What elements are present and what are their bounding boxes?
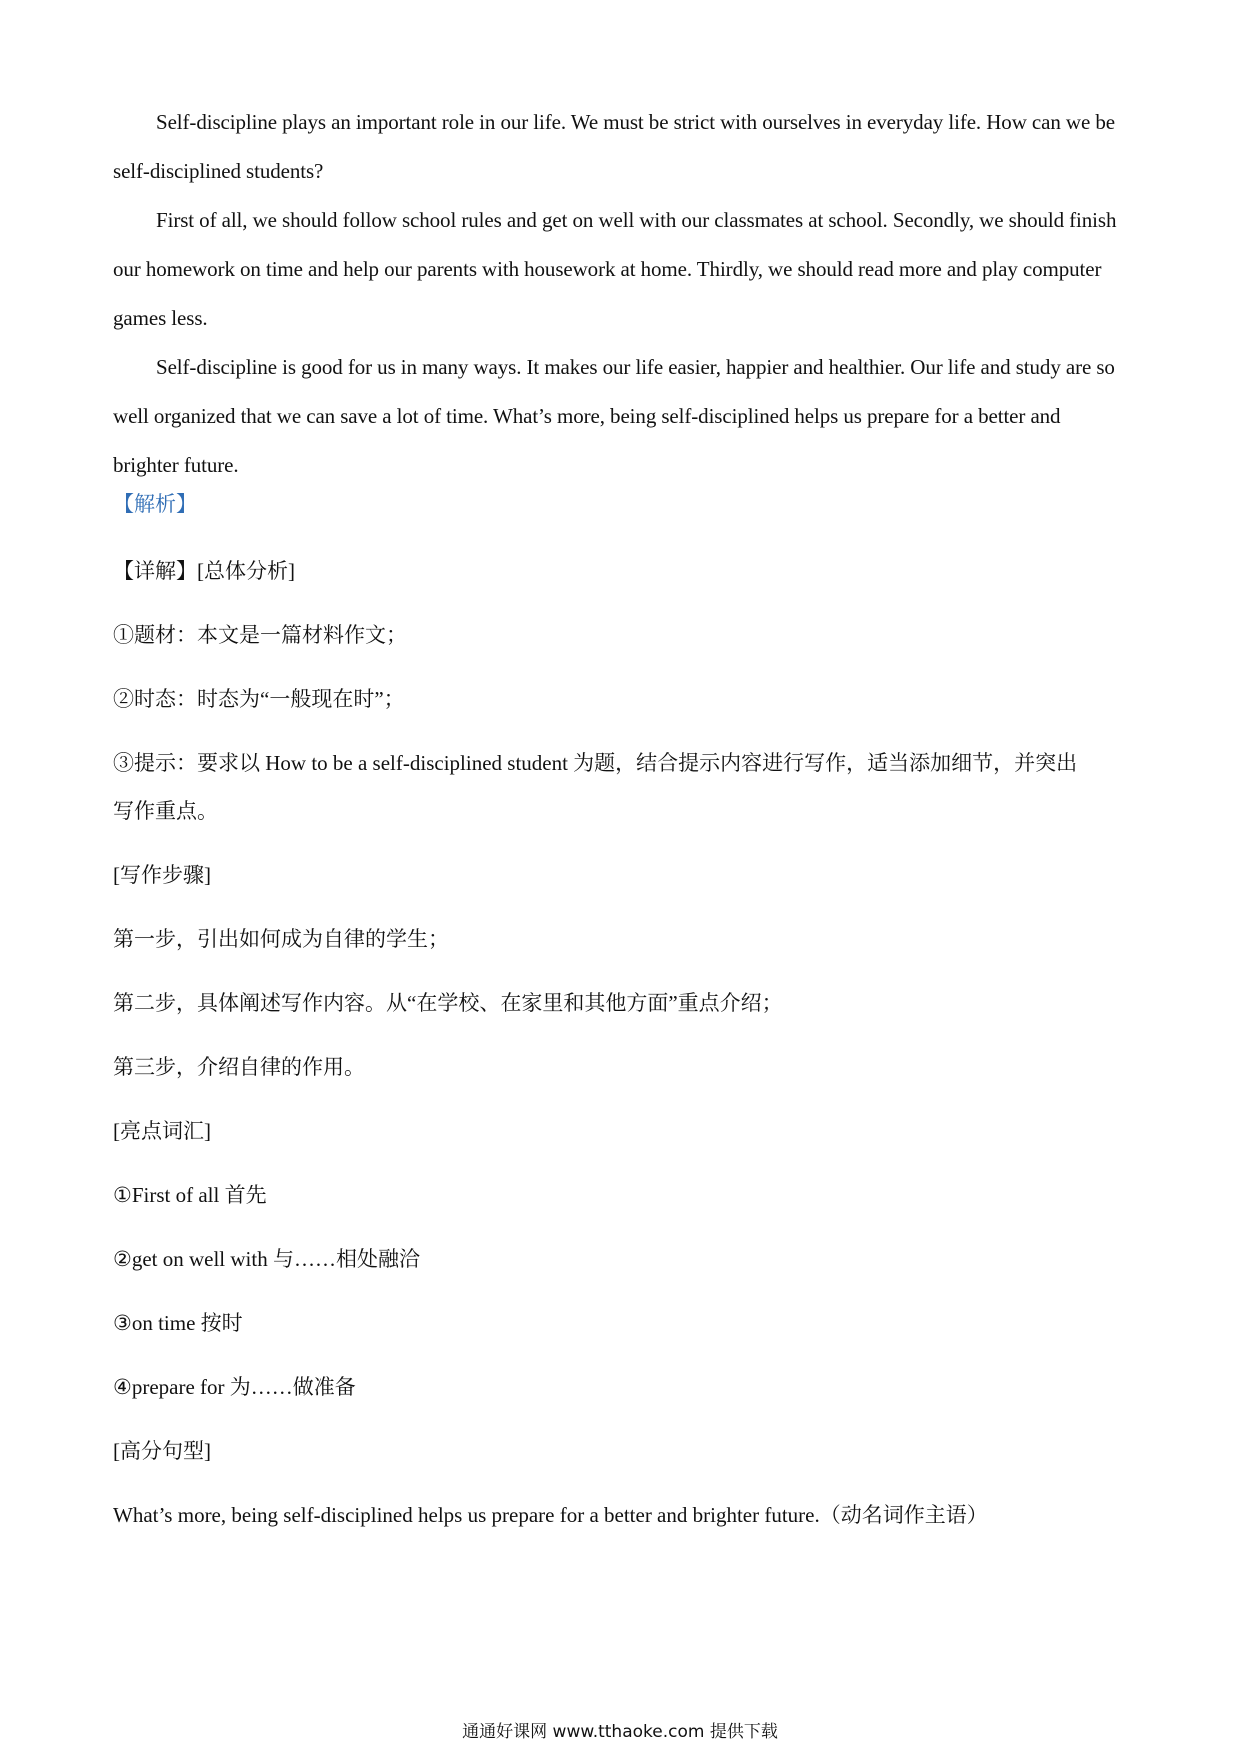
analysis-topic: ①题材：本文是一篇材料作文； [113, 623, 407, 647]
analysis-section [113, 555, 1128, 1531]
analysis-hint-line-1: ③提示：要求以 How to be a self-disciplined student 为题，结合提示内容进行写作，适当添加细节，并突出 [113, 751, 1078, 775]
vocab-item-3: ③on time 按时 [113, 1311, 243, 1335]
vocab-item-2: ②get on well with 与……相处融洽 [113, 1247, 420, 1271]
steps-heading: [写作步骤] [113, 863, 211, 887]
analysis-hint [113, 747, 1128, 827]
vocab-heading: [亮点词汇] [113, 1119, 211, 1143]
model-essay [113, 98, 1128, 490]
page-footer: 通通好课网 www.tthaoke.com 提供下载 [462, 1722, 778, 1742]
vocab-item-1: ①First of all 首先 [113, 1183, 267, 1207]
sentence-pattern-1: What’s more, being self-disciplined helps us prepare for a better and brighter future.（动名词作主语） [113, 1503, 988, 1527]
essay-paragraph-2: First of all, we should follow school rules and get on well with our classmates at school. Secondly, we should finish our homework on time and help our parents with housework at home. Thirdly, we should read more and play computer games less. [113, 208, 1117, 330]
detail-heading: 【详解】[总体分析] [113, 559, 295, 583]
essay-paragraph-1: Self-discipline plays an important role in our life. We must be strict with ourselves in everyday life. How can we be self-disciplined students? [113, 110, 1115, 183]
step-3: 第三步，介绍自律的作用。 [113, 1055, 365, 1079]
analysis-tag: 【解析】 [113, 492, 197, 516]
step-1: 第一步，引出如何成为自律的学生； [113, 927, 449, 951]
sentence-heading: [高分句型] [113, 1439, 211, 1463]
step-2: 第二步，具体阐述写作内容。从“在学校、在家里和其他方面”重点介绍； [113, 991, 783, 1015]
vocab-item-4: ④prepare for 为……做准备 [113, 1375, 356, 1399]
essay-paragraph-3: Self-discipline is good for us in many ways. It makes our life easier, happier and healthier. Our life and study are so well organized that we can save a lot of time. What’s more, being self-disciplined helps us prepare for a better and brighter future. [113, 355, 1115, 477]
analysis-tense: ②时态：时态为“一般现在时”； [113, 687, 405, 711]
analysis-hint-line-2: 写作重点。 [113, 799, 218, 823]
